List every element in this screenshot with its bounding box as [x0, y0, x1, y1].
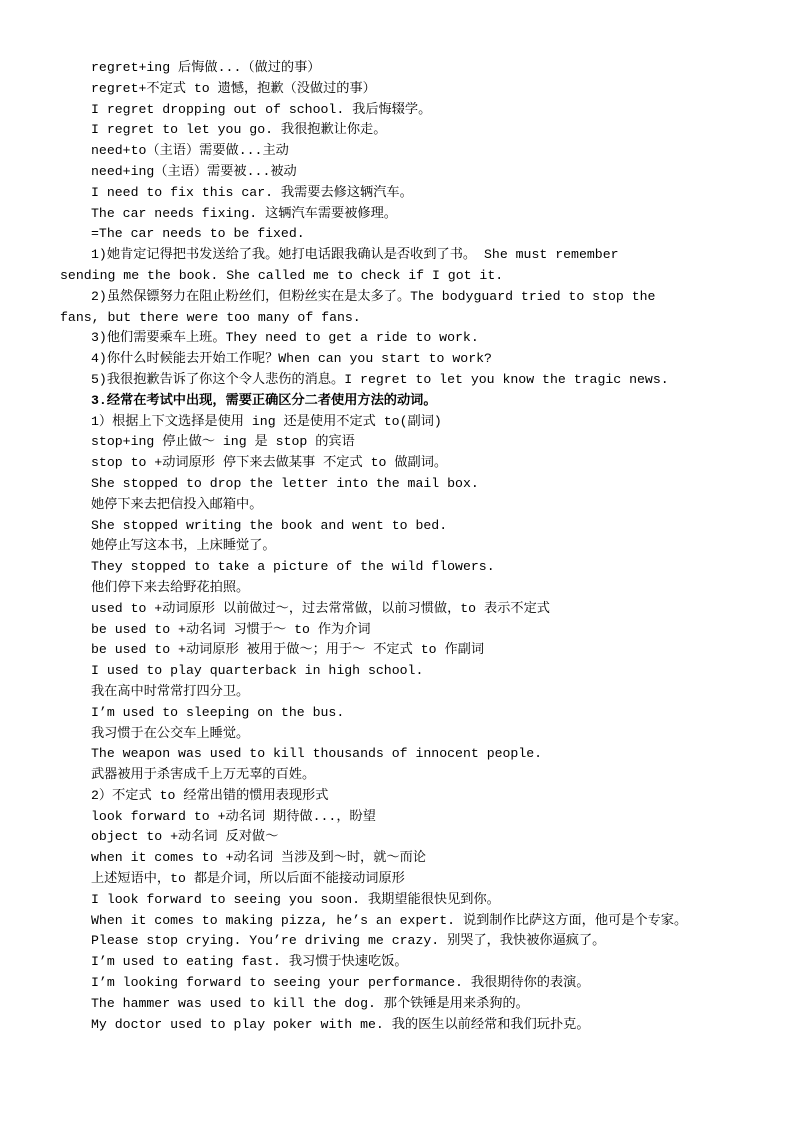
text-line: I need to fix this car. 我需要去修这辆汽车。	[91, 184, 413, 200]
text-line: 2)虽然保镖努力在阻止粉丝们，但粉丝实在是太多了。The bodyguard tried to stop the	[91, 288, 656, 304]
text-line: When it comes to making pizza, he’s an expert. 说到制作比萨这方面，他可是个专家。	[91, 912, 688, 928]
text-line: when it comes to +动名词 当涉及到～时，就～而论	[91, 850, 426, 866]
text-line: I regret to let you go. 我很抱歉让你走。	[91, 122, 387, 138]
text-line: They stopped to take a picture of the wild flowers.	[91, 559, 495, 575]
text-line: I’m used to eating fast. 我习惯于快速吃饭。	[91, 954, 408, 970]
text-line: need+ing（主语）需要被...被动	[91, 163, 297, 179]
text-line: She stopped writing the book and went to bed.	[91, 517, 448, 533]
document-body	[0, 58, 794, 1035]
text-line: The car needs fixing. 这辆汽车需要被修理。	[91, 205, 397, 221]
text-line: I’m looking forward to seeing your performance. 我很期待你的表演。	[91, 975, 590, 991]
text-line: Please stop crying. You’re driving me crazy. 别哭了，我快被你逼疯了。	[91, 933, 606, 949]
text-line: object to +动名词 反对做～	[91, 829, 279, 845]
text-line: 3)他们需要乘车上班。They need to get a ride to work.	[91, 330, 479, 346]
text-line: The weapon was used to kill thousands of innocent people.	[91, 746, 543, 762]
text-line: 我习惯于在公交车上睡觉。	[91, 725, 250, 741]
text-line: 我在高中时常常打四分卫。	[91, 683, 250, 699]
text-line: fans, but there were too many of fans.	[60, 309, 361, 325]
text-line: be used to +动名词 习惯于～ to 作为介词	[91, 621, 371, 637]
text-line: 上述短语中，to 都是介词，所以后面不能接动词原形	[91, 871, 405, 887]
text-line: She stopped to drop the letter into the mail box.	[91, 475, 479, 491]
text-line: used to +动词原形 以前做过～，过去常常做，以前习惯做，to 表示不定式	[91, 600, 550, 616]
text-line: 2）不定式 to 经常出错的惯用表现形式	[91, 787, 329, 803]
text-line: regret+不定式 to 遗憾，抱歉（没做过的事）	[91, 80, 376, 96]
section-heading: 3.经常在考试中出现，需要正确区分二者使用方法的动词。	[91, 392, 437, 408]
text-line: =The car needs to be fixed.	[91, 226, 305, 242]
text-line: 武器被用于杀害成千上万无辜的百姓。	[91, 767, 316, 783]
text-line: regret+ing 后悔做...（做过的事）	[91, 60, 321, 75]
text-line: My doctor used to play poker with me. 我的医生以前经常和我们玩扑克。	[91, 1016, 590, 1032]
text-line: 1）根据上下文选择是使用 ing 还是使用不定式 to(副词)	[91, 413, 442, 429]
text-line: stop+ing 停止做～ ing 是 stop 的宾语	[91, 434, 355, 450]
text-line: 1)她肯定记得把书发送给了我。她打电话跟我确认是否收到了书。 She must remember	[91, 247, 619, 263]
text-line: The hammer was used to kill the dog. 那个铁锤是用来杀狗的。	[91, 995, 529, 1011]
text-line: 5)我很抱歉告诉了你这个令人悲伤的消息。I regret to let you know the tragic news.	[91, 371, 669, 387]
text-line: I used to play quarterback in high school.	[91, 663, 424, 679]
text-line: sending me the book. She called me to check if I got it.	[60, 267, 504, 283]
text-line: I look forward to seeing you soon. 我期望能很快见到你。	[91, 891, 500, 907]
text-line: 4)你什么时候能去开始工作呢？When can you start to work?	[91, 351, 492, 367]
text-line: I regret dropping out of school. 我后悔辍学。	[91, 101, 432, 117]
text-line: I’m used to sleeping on the bus.	[91, 704, 345, 720]
text-line: be used to +动词原形 被用于做～；用于～ 不定式 to 作副词	[91, 642, 485, 658]
text-line: 他们停下来去给野花拍照。	[91, 579, 250, 595]
text-line: 她停下来去把信投入邮箱中。	[91, 496, 263, 512]
text-line: stop to +动词原形 停下来去做某事 不定式 to 做副词。	[91, 455, 448, 471]
text-line: look forward to +动名词 期待做...，盼望	[91, 808, 376, 824]
text-line: 她停止写这本书，上床睡觉了。	[91, 538, 276, 554]
text-line: need+to（主语）需要做...主动	[91, 143, 289, 159]
